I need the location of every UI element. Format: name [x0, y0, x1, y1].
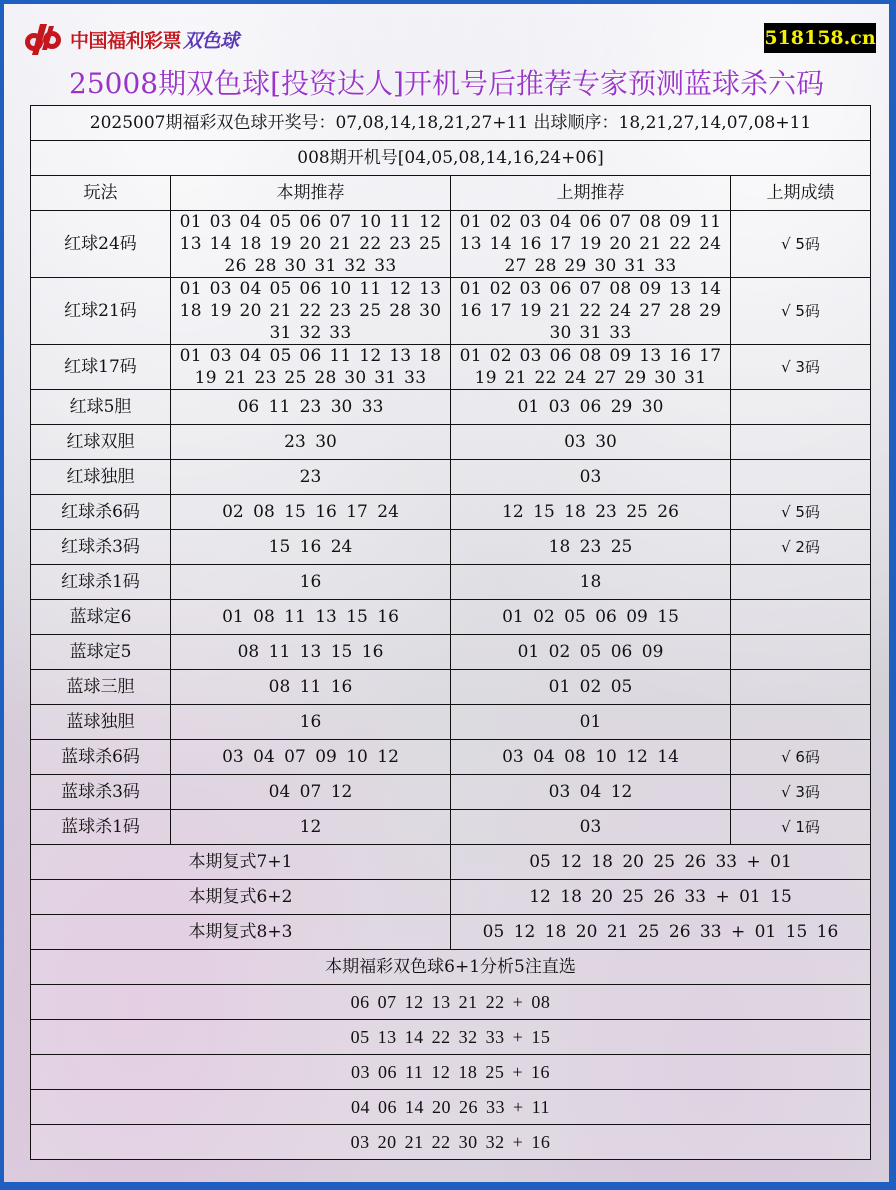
previous-numbers: 01 02 05 06 09 — [451, 635, 731, 670]
previous-result — [731, 635, 871, 670]
draw-result-text: 2025007期福彩双色球开奖号：07,08,14,18,21,27+11 出球顺序：18,21,27,14,07,08+11 — [31, 106, 871, 141]
number-line: 18 19 20 21 22 23 25 28 30 — [179, 301, 442, 321]
previous-result: √ 5码 — [731, 278, 871, 345]
pick-row — [31, 1055, 871, 1090]
play-type: 红球5胆 — [31, 390, 171, 425]
table-row — [31, 565, 871, 600]
play-type: 红球双胆 — [31, 425, 171, 460]
number-line: 27 28 29 30 31 33 — [504, 256, 677, 276]
previous-numbers: 18 — [451, 565, 731, 600]
current-numbers: 16 — [171, 565, 451, 600]
previous-numbers: 03 30 — [451, 425, 731, 460]
play-type: 蓝球杀3码 — [31, 775, 171, 810]
previous-numbers: 03 — [451, 460, 731, 495]
previous-result — [731, 600, 871, 635]
compound-numbers: 12 18 20 25 26 33 + 01 15 — [451, 880, 871, 915]
play-type: 红球独胆 — [31, 460, 171, 495]
table-row — [31, 670, 871, 705]
lottery-logo — [20, 22, 239, 56]
column-header-result: 上期成绩 — [731, 176, 871, 211]
previous-result: √ 5码 — [731, 495, 871, 530]
compound-numbers: 05 12 18 20 25 26 33 + 01 — [451, 845, 871, 880]
pick-numbers: 05 13 14 22 32 33 + 15 — [31, 1020, 871, 1055]
previous-numbers — [451, 211, 731, 278]
compound-row — [31, 845, 871, 880]
number-line: 16 17 19 21 22 24 27 28 29 — [459, 301, 722, 321]
play-type: 红球杀6码 — [31, 495, 171, 530]
site-badge[interactable]: 518158.cn — [764, 23, 876, 53]
current-numbers: 08 11 13 15 16 — [171, 635, 451, 670]
table-row — [31, 740, 871, 775]
pick-numbers: 04 06 14 20 26 33 + 11 — [31, 1090, 871, 1125]
logo-game-name: 双色球 — [183, 29, 239, 52]
table-header-row — [31, 176, 871, 211]
current-numbers — [171, 278, 451, 345]
previous-numbers: 03 04 12 — [451, 775, 731, 810]
previous-numbers — [451, 278, 731, 345]
table-row — [31, 705, 871, 740]
previous-numbers — [451, 345, 731, 390]
current-numbers: 15 16 24 — [171, 530, 451, 565]
column-header-type: 玩法 — [31, 176, 171, 211]
compound-label: 本期复式8+3 — [31, 915, 451, 950]
previous-numbers: 01 — [451, 705, 731, 740]
previous-numbers: 18 23 25 — [451, 530, 731, 565]
previous-numbers: 01 02 05 06 09 15 — [451, 600, 731, 635]
previous-result — [731, 390, 871, 425]
play-type: 蓝球定6 — [31, 600, 171, 635]
draw-info-row — [31, 106, 871, 141]
previous-result: √ 3码 — [731, 345, 871, 390]
logo-text — [70, 26, 239, 53]
number-line: 01 02 03 06 07 08 09 13 14 — [459, 279, 722, 299]
compound-label: 本期复式7+1 — [31, 845, 451, 880]
table-row — [31, 460, 871, 495]
welfare-lottery-logo-icon — [20, 22, 66, 56]
previous-result — [731, 565, 871, 600]
current-numbers: 23 30 — [171, 425, 451, 460]
pick-numbers: 06 07 12 13 21 22 + 08 — [31, 985, 871, 1020]
current-numbers: 12 — [171, 810, 451, 845]
pick-row — [31, 1020, 871, 1055]
current-numbers: 06 11 23 30 33 — [171, 390, 451, 425]
table-row — [31, 495, 871, 530]
table-row — [31, 810, 871, 845]
play-type: 蓝球独胆 — [31, 705, 171, 740]
prediction-table — [30, 105, 871, 1160]
table-row — [31, 530, 871, 565]
current-numbers: 01 08 11 13 15 16 — [171, 600, 451, 635]
table-row — [31, 278, 871, 345]
play-type: 蓝球三胆 — [31, 670, 171, 705]
number-line: 19 21 22 24 27 29 30 31 — [474, 368, 707, 388]
previous-numbers: 01 02 05 — [451, 670, 731, 705]
previous-result: √ 5码 — [731, 211, 871, 278]
previous-result: √ 2码 — [731, 530, 871, 565]
table-row — [31, 425, 871, 460]
machine-number-row — [31, 141, 871, 176]
number-line: 01 03 04 05 06 07 10 11 12 — [179, 212, 442, 232]
previous-numbers: 03 04 08 10 12 14 — [451, 740, 731, 775]
picks-heading-row — [31, 950, 871, 985]
current-numbers: 03 04 07 09 10 12 — [171, 740, 451, 775]
play-type: 蓝球定5 — [31, 635, 171, 670]
previous-result — [731, 460, 871, 495]
previous-numbers: 01 03 06 29 30 — [451, 390, 731, 425]
previous-result: √ 3码 — [731, 775, 871, 810]
column-header-previous: 上期推荐 — [451, 176, 731, 211]
table-row — [31, 635, 871, 670]
previous-numbers: 03 — [451, 810, 731, 845]
current-numbers: 02 08 15 16 17 24 — [171, 495, 451, 530]
table-row — [31, 390, 871, 425]
current-numbers: 23 — [171, 460, 451, 495]
play-type: 红球杀1码 — [31, 565, 171, 600]
previous-result — [731, 670, 871, 705]
logo-org-name: 中国福利彩票 — [70, 29, 182, 52]
previous-numbers: 12 15 18 23 25 26 — [451, 495, 731, 530]
pick-numbers: 03 20 21 22 30 32 + 16 — [31, 1125, 871, 1160]
pick-row — [31, 1090, 871, 1125]
play-type: 红球杀3码 — [31, 530, 171, 565]
current-numbers — [171, 211, 451, 278]
pick-numbers: 03 06 11 12 18 25 + 16 — [31, 1055, 871, 1090]
compound-row — [31, 915, 871, 950]
previous-result — [731, 705, 871, 740]
number-line: 13 14 16 17 19 20 21 22 24 — [459, 234, 722, 254]
current-numbers: 04 07 12 — [171, 775, 451, 810]
compound-numbers: 05 12 18 20 21 25 26 33 + 01 15 16 — [451, 915, 871, 950]
number-line: 13 14 18 19 20 21 22 23 25 — [179, 234, 442, 254]
table-row — [31, 600, 871, 635]
pick-row — [31, 1125, 871, 1160]
play-type: 红球21码 — [31, 278, 171, 345]
play-type: 蓝球杀6码 — [31, 740, 171, 775]
play-type: 红球24码 — [31, 211, 171, 278]
number-line: 01 03 04 05 06 11 12 13 18 — [179, 346, 442, 366]
table-row — [31, 211, 871, 278]
number-line: 01 03 04 05 06 10 11 12 13 — [179, 279, 442, 299]
picks-heading: 本期福彩双色球6+1分析5注直选 — [31, 950, 871, 985]
previous-result — [731, 425, 871, 460]
current-numbers: 16 — [171, 705, 451, 740]
compound-row — [31, 880, 871, 915]
number-line: 01 02 03 06 08 09 13 16 17 — [459, 346, 722, 366]
number-line: 19 21 23 25 28 30 31 33 — [194, 368, 427, 388]
number-line: 31 32 33 — [269, 323, 352, 343]
column-header-current: 本期推荐 — [171, 176, 451, 211]
current-numbers — [171, 345, 451, 390]
table-row — [31, 345, 871, 390]
play-type: 蓝球杀1码 — [31, 810, 171, 845]
number-line: 30 31 33 — [549, 323, 632, 343]
number-line: 26 28 30 31 32 33 — [224, 256, 397, 276]
number-line: 01 02 03 04 06 07 08 09 11 — [459, 212, 722, 232]
previous-result: √ 1码 — [731, 810, 871, 845]
current-numbers: 08 11 16 — [171, 670, 451, 705]
page-frame — [4, 4, 889, 1182]
page-title: 25008期双色球[投资达人]开机号后推荐专家预测蓝球杀六码 — [69, 67, 824, 100]
machine-number-text: 008期开机号[04,05,08,14,16,24+06] — [31, 141, 871, 176]
play-type: 红球17码 — [31, 345, 171, 390]
compound-label: 本期复式6+2 — [31, 880, 451, 915]
table-row — [31, 775, 871, 810]
pick-row — [31, 985, 871, 1020]
previous-result: √ 6码 — [731, 740, 871, 775]
